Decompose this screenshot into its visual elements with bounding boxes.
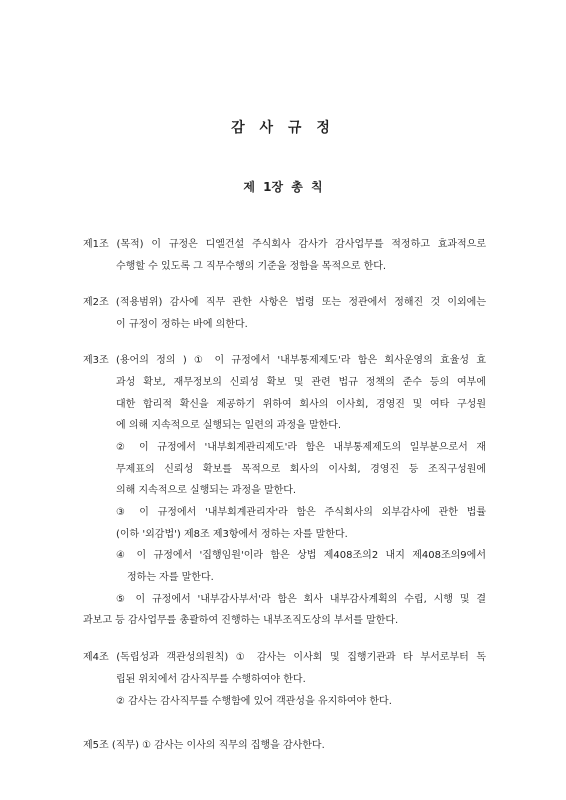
article-3-line-13: 과보고 등 감사업무를 총괄하여 진행하는 내부조직도상의 부서를 말한다.: [83, 615, 399, 626]
article-3-line-8: ③ 이 규정에서 '내부회계관리자'라 함은 주식회사의 외부감사에 관한 법률: [116, 507, 486, 518]
article-3-line-4: 에 의해 지속적으로 실행되는 일련의 과정을 말한다.: [116, 420, 342, 431]
article-4-line-1: 제4조 (독립성과 객관성의원칙) ① 감사는 이사회 및 집행기관과 타 부서로부터 독: [83, 652, 486, 663]
article-2-line-2: 이 규정이 정하는 바에 의한다.: [116, 319, 248, 330]
article-3-line-6: 무제표의 신뢰성 확보를 목적으로 회사의 이사회, 경영진 등 조직구성원에: [116, 464, 486, 475]
article-3-line-3: 대한 합리적 확신을 제공하기 위하여 회사의 이사회, 경영진 및 여타 구성원: [116, 399, 486, 410]
article-3-line-10: ④ 이 규정에서 '집행임원'이라 함은 상법 제408조의2 내지 제408조의9에서: [116, 550, 486, 561]
article-5-line-1: 제5조 (직무) ① 감사는 이사의 직무의 집행을 감사한다.: [83, 740, 325, 751]
chapter-heading: 제 1장 총 칙: [243, 180, 323, 194]
article-4-line-3: ② 감사는 감사직무를 수행함에 있어 객관성을 유지하여야 한다.: [116, 696, 392, 707]
document-title: 감 사 규 정: [231, 120, 335, 136]
article-3-line-1: 제3조 (용어의 정의 ) ① 이 규정에서 '내부통제제도'라 함은 회사운영의 효율성 효: [83, 355, 486, 366]
article-4-line-2: 립된 위치에서 감사직무를 수행하여야 한다.: [116, 674, 306, 685]
article-3-line-2: 과성 확보, 재무정보의 신뢰성 확보 및 관련 법규 정책의 준수 등의 여부에: [116, 377, 486, 388]
article-3-line-7: 의해 지속적으로 실행되는 과정을 말한다.: [116, 485, 297, 496]
article-3-line-12: ⑤ 이 규정에서 '내부감사부서'라 함은 회사 내부감사계획의 수립, 시행 및 결: [116, 594, 486, 605]
article-3-line-9: (이하 '외감법') 제8조 제3항에서 정하는 자를 말한다.: [116, 529, 348, 540]
article-3-line-11: 정하는 자를 말한다.: [127, 572, 214, 583]
article-2-line-1: 제2조 (적용범위) 감사에 직무 관한 사항은 법령 또는 정관에서 정해진 것 이외에는: [83, 297, 486, 308]
article-1-line-2: 수행할 수 있도록 그 직무수행의 기준을 정함을 목적으로 한다.: [116, 261, 387, 272]
article-1-line-1: 제1조 (목적) 이 규정은 디엘건설 주식회사 감사가 감사업무를 적정하고 효과적으로: [83, 239, 486, 250]
article-3-line-5: ② 이 규정에서 '내부회계관리제도'라 함은 내부통제제도의 일부분으로서 재: [116, 442, 486, 453]
